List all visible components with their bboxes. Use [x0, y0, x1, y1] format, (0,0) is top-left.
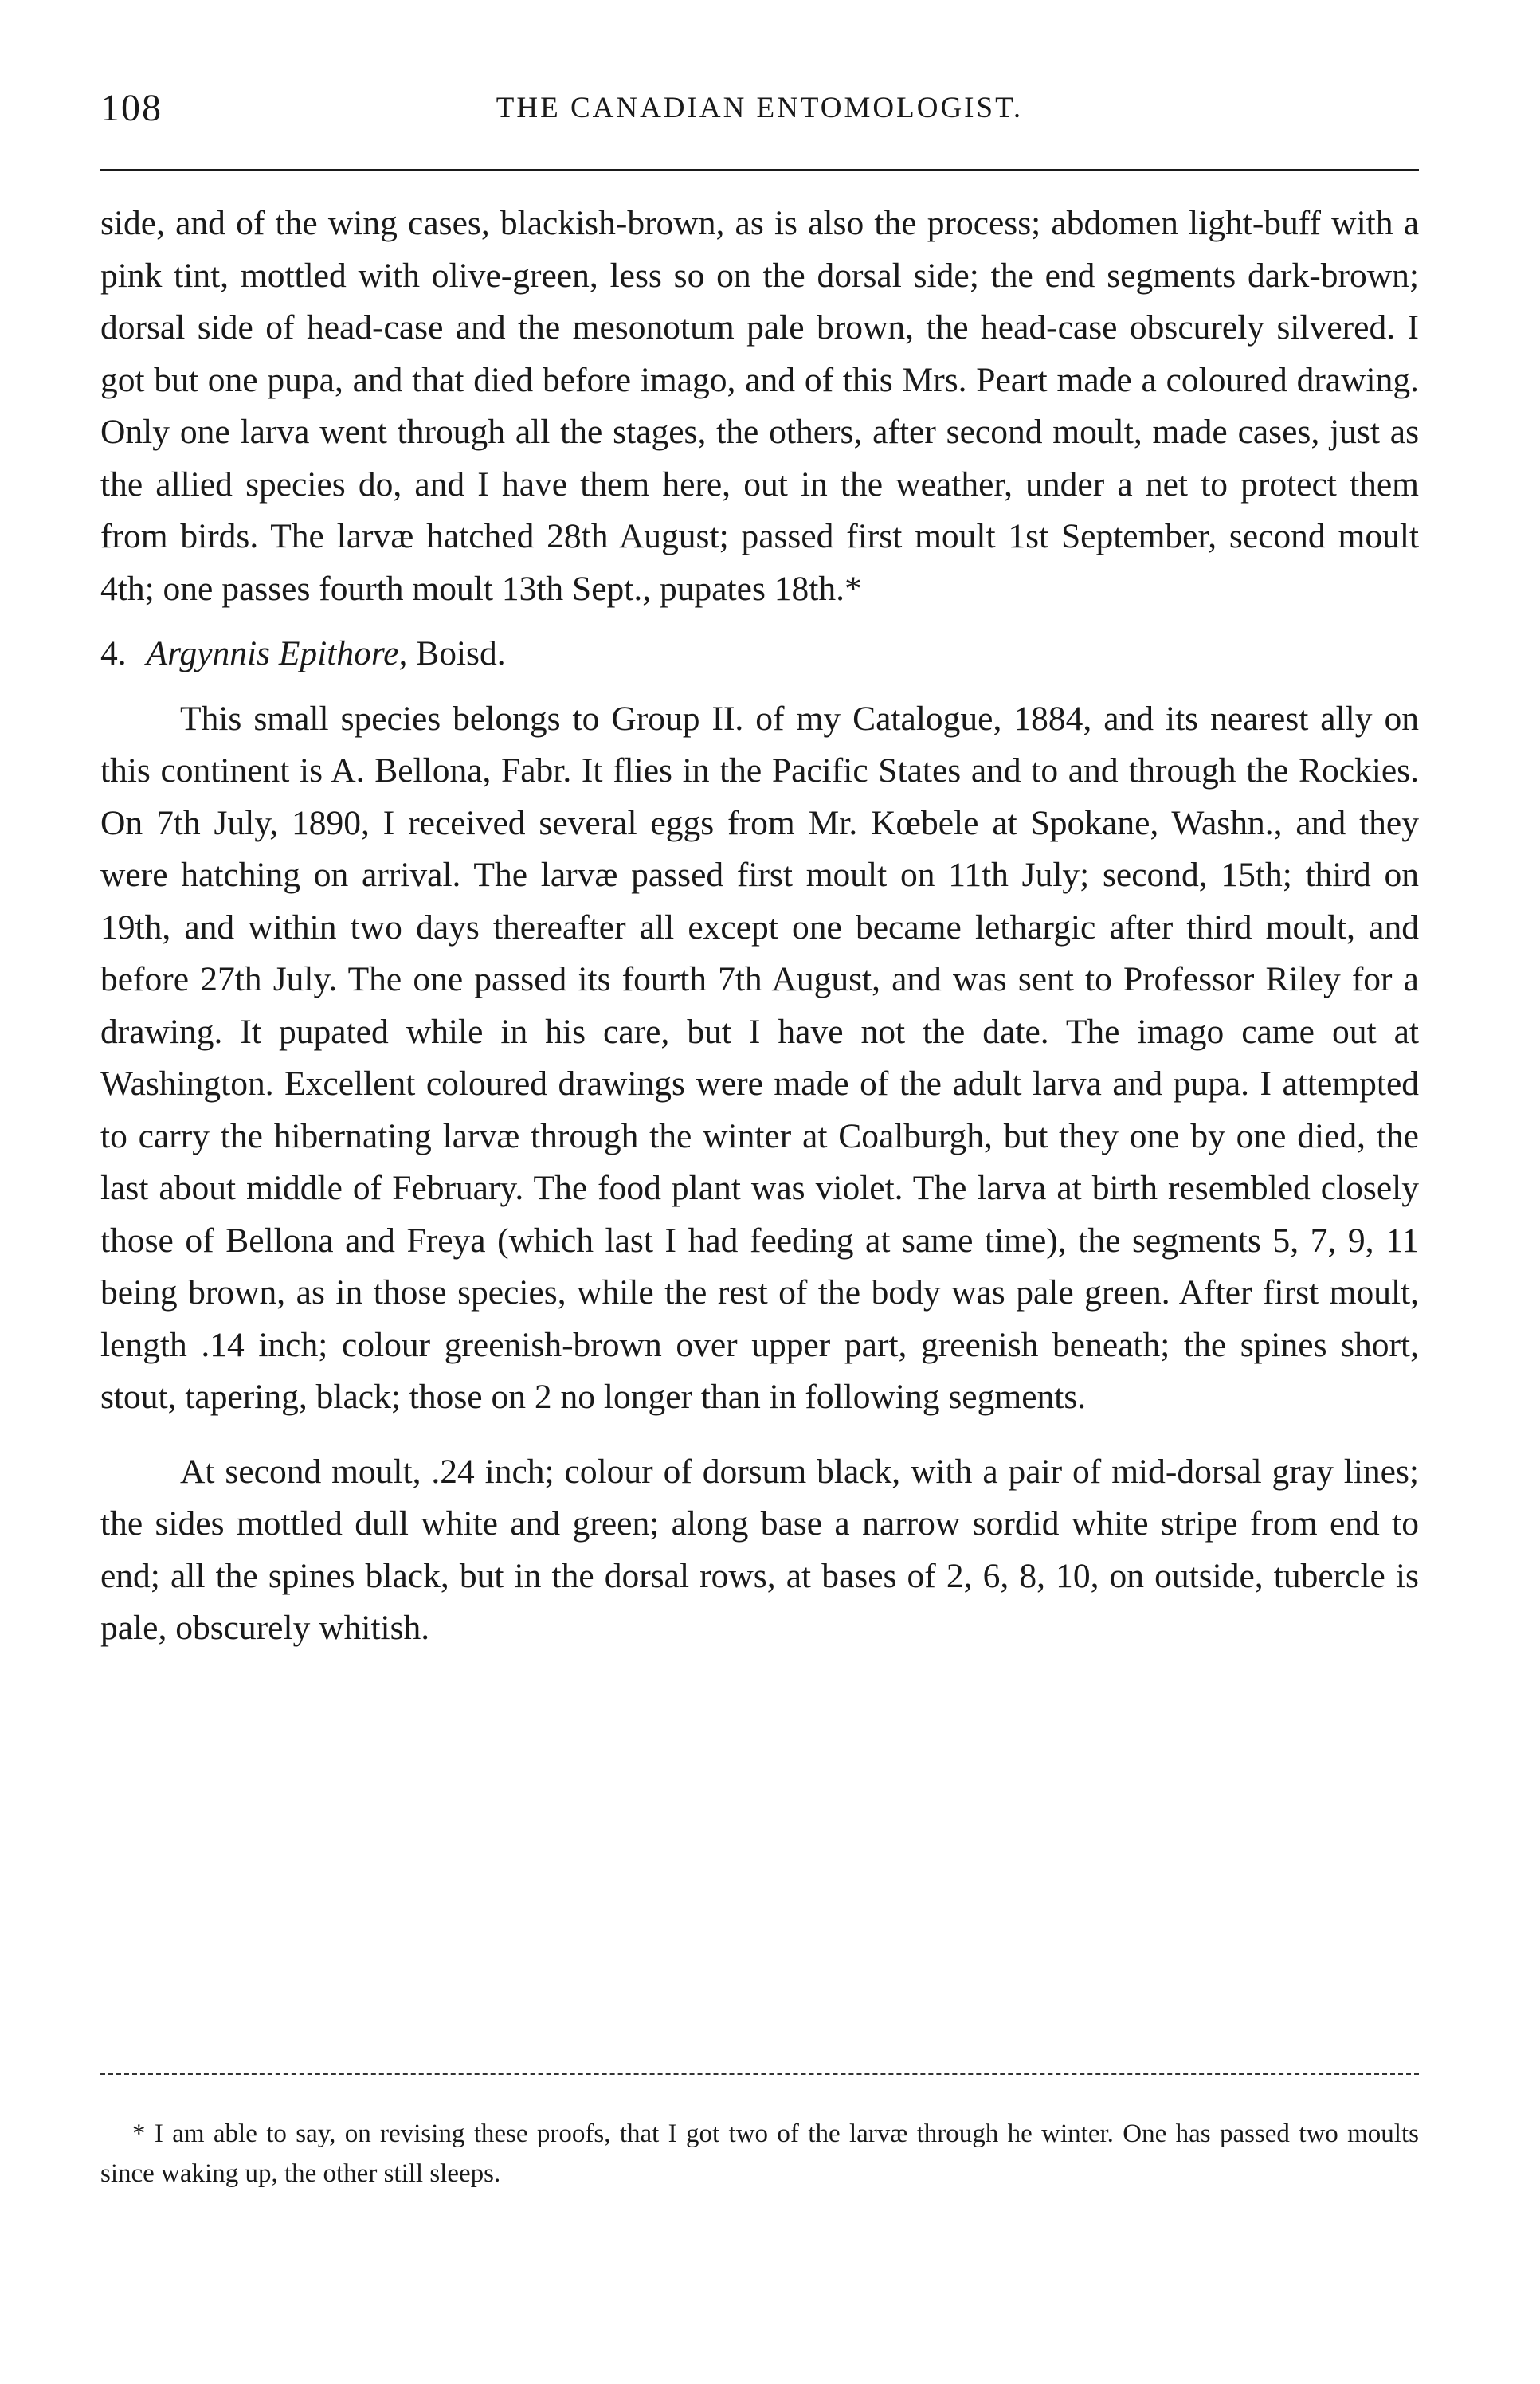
- spacer: [100, 680, 1419, 693]
- spacer: [100, 1424, 1419, 1446]
- body-text: [100, 198, 1419, 1655]
- spacer: [100, 615, 1419, 628]
- journal-title: THE CANADIAN ENTOMOLOGIST.: [496, 92, 1024, 124]
- header-rule: [100, 169, 1419, 171]
- paragraph-second-moult: At second moult, .24 inch; colour of dorsum black, with a pair of mid-dorsal gray lines; the sides mottled dull white and green; along base a narrow sordid white stripe from end to end; all the spines black, but in the dorsal rows, at bases of 2, 6, 8, 10, on outside, tubercle is pale, obscurely whitish.: [100, 1452, 1419, 1647]
- paragraph-pupa-description: side, and of the wing cases, blackish-brown, as is also the process; abdomen light-buff with a pink tint, mottled with olive-green, less so on the dorsal side; the end segments dark-brown; dorsal side of head-case and the mesonotum pale brown, the head-case obscurely silvered. I got but one pupa, and that died before imago, and of this Mrs. Peart made a coloured drawing. Only one larva went through all the stages, the others, after second moult, made cases, just as the allied species do, and I have them here, out in the weather, under a net to protect them from birds. The larvæ hatched 28th August; passed first moult 1st September, second moult 4th; one passes fourth moult 13th Sept., pupates 18th.*: [100, 204, 1419, 608]
- species-number: 4.: [100, 634, 127, 672]
- paragraph-epithore: This small species belongs to Group II. of my Catalogue, 1884, and its nearest ally on this continent is A. Bellona, Fabr. It flies in the Pacific States and to and through the Rockies. On 7th July, 1890, I received several eggs from Mr. Kœbele at Spokane, Washn., and they were hatching on arrival. The larvæ passed first moult on 11th July; second, 15th; third on 19th, and within two days thereafter all except one became lethargic after third moult, and before 27th July. The one passed its fourth 7th August, and was sent to Professor Riley for a drawing. It pupated while in his care, but I have not the date. The imago came out at Washington. Excellent coloured drawings were made of the adult larva and pupa. I attempted to carry the hibernating larvæ through the winter at Coalburgh, but they one by one died, the last about middle of February. The food plant was violet. The larva at birth resembled closely those of Bellona and Freya (which last I had feeding at same time), the segments 5, 7, 9, 11 being brown, as in those species, while the rest of the body was pale green. After first moult, length .14 inch; colour greenish-brown over upper part, greenish beneath; the spines short, stout, tapering, black; those on 2 no longer than in following segments.: [100, 699, 1419, 1416]
- species-author: Boisd.: [416, 634, 506, 672]
- species-heading: [100, 628, 1419, 680]
- running-head: [100, 86, 1419, 134]
- footnote-rule: [100, 2073, 1419, 2075]
- page-number: 108: [100, 87, 163, 129]
- footnote: * I am able to say, on revising these proofs, that I got two of the larvæ through he winter. One has passed two moults since waking up, the other still sleeps.: [100, 2119, 1419, 2188]
- species-name: Argynnis Epithore,: [146, 634, 408, 672]
